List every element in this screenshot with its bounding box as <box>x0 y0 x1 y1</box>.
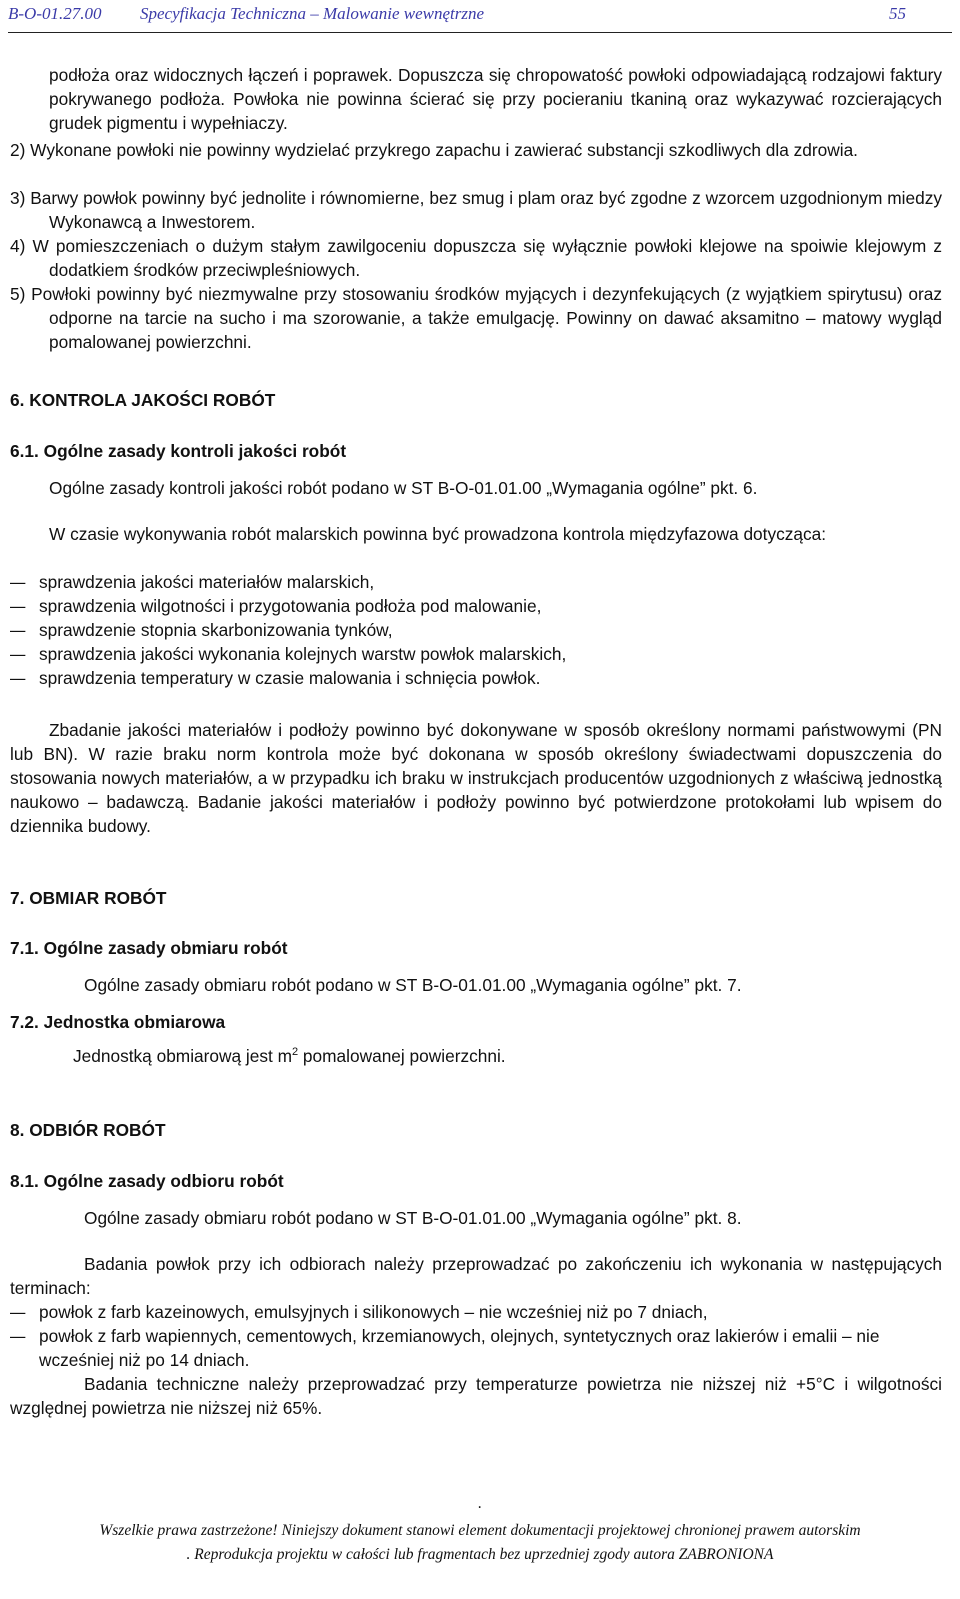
section-6-1-heading: 6.1. Ogólne zasady kontroli jakości robót <box>10 441 347 461</box>
requirement-item-2: 2) Wykonane powłoki nie powinny wydzielać przykrego zapachu i zawierać substancji szkodliwych dla zdrowia. <box>10 140 858 160</box>
section-7-1-heading: 7.1. Ogólne zasady obmiaru robót <box>10 938 288 958</box>
list-item: – sprawdzenie stopnia skarbonizowania tynków, <box>10 618 942 642</box>
page-header <box>8 2 952 33</box>
document-id: B-O-01.27.00 <box>8 4 102 23</box>
list-item: – sprawdzenia temperatury w czasie malowania i schnięcia powłok. <box>10 666 942 690</box>
document-title: Specyfikacja Techniczna – Malowanie wewnętrzne <box>140 4 485 23</box>
unit-exponent: 2 <box>292 1046 299 1058</box>
requirement-item-5: 5) Powłoki powinny być niezmywalne przy stosowaniu środków myjących i dezynfekujących (z wyjątkiem spirytusu) oraz odporne na tarcie na sucho i ma szorowanie, a także emulgację. Powinny on dawać aksamitno – matowy wygląd pomalowanej powierzchni. <box>10 284 942 352</box>
section-8-closing: Badania techniczne należy przeprowadzać przy temperaturze powietrza nie niższej niż +5°C i wilgotności względnej powietrza nie niższej niż 65%. <box>10 1374 942 1418</box>
list-item: – sprawdzenia wilgotności i przygotowania podłoża pod malowanie, <box>10 594 942 618</box>
section-6-1-text: Ogólne zasady kontroli jakości robót podano w ST B-O-01.01.00 „Wymagania ogólne” pkt. 6. <box>49 478 758 498</box>
section-7-2-heading: 7.2. Jednostka obmiarowa <box>10 1012 226 1032</box>
section-7-2-text <box>10 1044 942 1068</box>
list-item: – powłok z farb kazeinowych, emulsyjnych i silikonowych – nie wcześniej niż po 7 dniach, <box>10 1300 942 1324</box>
section-6-intro: W czasie wykonywania robót malarskich powinna być prowadzona kontrola międzyfazowa dotycząca: <box>49 524 827 544</box>
footer-reproduction-line: . Reprodukcja projektu w całości lub fragmentach bez uprzedniej zgody autora ZABRONIONA <box>186 1546 774 1563</box>
list-item: – sprawdzenia jakości wykonania kolejnych warstw powłok malarskich, <box>10 642 942 666</box>
requirement-item-4: 4) W pomieszczeniach o dużym stałym zawilgoceniu dopuszcza się wyłącznie powłoki klejowe na spoiwie klejowym z dodatkiem środków przeciwpleśniowych. <box>10 236 942 280</box>
requirement-item-3: 3) Barwy powłok powinny być jednolite i równomierne, bez smug i plam oraz być zgodne z wzorcem uzgodnionym miedzy Wykonawcą a Inwestorem. <box>10 188 942 232</box>
section-6-heading: 6. KONTROLA JAKOŚCI ROBÓT <box>10 390 276 410</box>
footer-dot: . <box>478 1495 482 1512</box>
unit-text: Jednostką obmiarową jest m <box>73 1046 292 1066</box>
section-8-1-text: Ogólne zasady obmiaru robót podano w ST B-O-01.01.00 „Wymagania ogólne” pkt. 8. <box>84 1208 742 1228</box>
section-8-heading: 8. ODBIÓR ROBÓT <box>10 1120 166 1140</box>
section-8-intro: Badania powłok przy ich odbiorach należy przeprowadzać po zakończeniu ich wykonania w następujących terminach: <box>10 1254 942 1298</box>
section-6-closing: Zbadanie jakości materiałów i podłoży powinno być dokonywane w sposób określony normami państwowymi (PN lub BN). W razie braku norm kontrola może być dokonana w sposób określony świadectwami dopuszczenia do stosowania nowych materiałów, a w przypadku ich braku w instrukcjach producentów uzgodnionych z właściwą jednostką naukowo – badawczą. Badanie jakości materiałów i podłoży powinno być potwierdzone protokołami lub wpisem do dziennika budowy. <box>10 720 942 836</box>
section-7-1-text: Ogólne zasady obmiaru robót podano w ST B-O-01.01.00 „Wymagania ogólne” pkt. 7. <box>84 975 742 995</box>
section-8-1-heading: 8.1. Ogólne zasady odbioru robót <box>10 1171 284 1191</box>
section-8-terms-list <box>10 1300 942 1372</box>
unit-text-end: pomalowanej powierzchni. <box>298 1046 506 1066</box>
list-item: – powłok z farb wapiennych, cementowych, krzemianowych, olejnych, syntetycznych oraz lakierów i emalii – nie wcześniej niż po 14 dniach. <box>10 1324 942 1372</box>
list-item: – sprawdzenia jakości materiałów malarskich, <box>10 570 942 594</box>
section-6-check-list <box>10 570 942 690</box>
page-number: 55 <box>889 4 906 23</box>
footer-copyright-line: Wszelkie prawa zastrzeżone! Niniejszy dokument stanowi element dokumentacji projektowej chronionej prawem autorskim <box>99 1522 861 1539</box>
paragraph-continuation: podłoża oraz widocznych łączeń i poprawek. Dopuszcza się chropowatość powłoki odpowiadającą rodzajowi faktury pokrywanego podłoża. Powłoka nie powinna ścierać się przy pocieraniu tkaniną oraz wykazywać rozcierających grudek pigmentu i wypełniaczy. <box>49 65 942 133</box>
section-7-heading: 7. OBMIAR ROBÓT <box>10 888 167 908</box>
